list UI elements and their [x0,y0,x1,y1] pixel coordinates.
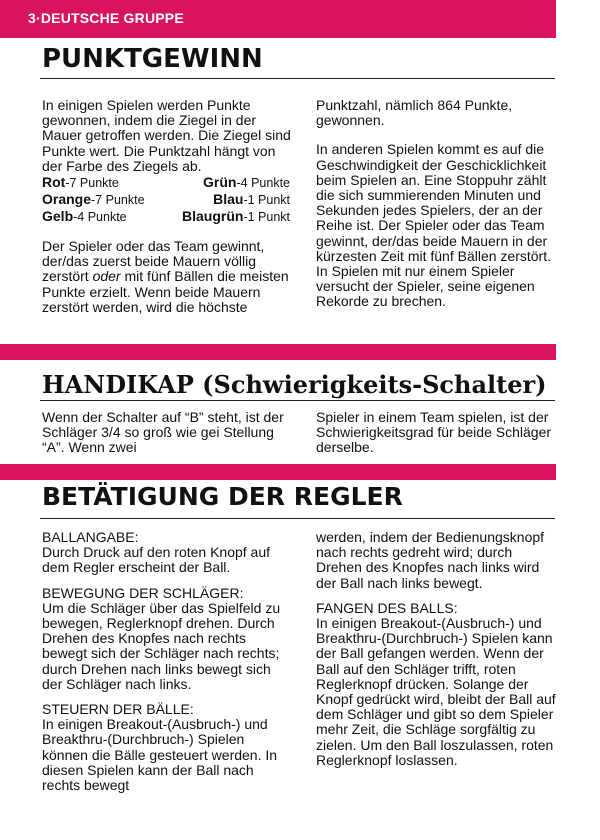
brick-color: Blau [213,191,244,208]
handikap-right-column [316,410,556,456]
paragraph: Durch Druck auf den roten Knopf auf dem Regler erscheint der Ball. [42,544,271,576]
subheading-fangen: FANGEN DES BALLS: [316,599,458,616]
paragraph [42,239,294,315]
section-heading-regler: BETÄTIGUNG DER REGLER [42,482,403,511]
brick-color: Orange [42,191,92,208]
heading-rule [40,400,555,401]
brick-points: -7 Punkte [91,193,145,208]
regler-left-column [42,530,294,793]
section-heading-handikap: HANDIKAP (Schwierigkeits-Schalter) [42,370,547,399]
brick-color: Grün [203,174,237,191]
regler-right-column [316,530,556,768]
brick-points: -4 Punkte [236,176,290,191]
paragraph: Um die Schläger über das Spielfeld zu bewegen, Reglerknopf drehen. Durch Drehen des Knopfes nach rechts bewegt sich der Schläger nach rechts; durch Drehen nach links bewegt sich der Schläger nach links. [42,599,281,692]
paragraph-text: Der Spieler oder das Team gewinnt, der/das zuerst beide Mauern völlig zerstört [42,238,265,285]
brick-points: -1 Punkt [243,210,290,225]
section-heading-punktgewinn: PUNKTGEWINN [42,44,263,74]
points-row [42,174,290,191]
heading-rule [40,518,555,519]
divider-band [0,464,556,480]
brick-points: -1 Punkt [243,193,290,208]
paragraph: In einigen Breakout-(Ausbruch-) und Breakthru-(Durchbruch-) Spielen können die Bälle gesteuert werden. In diesen Spielen kann der Ball nach rechts bewegt [42,716,278,794]
points-row [42,208,290,225]
running-title: 3·DEUTSCHE GRUPPE [28,10,184,26]
brick-points: -7 Punkte [65,176,119,191]
paragraph-text: mit fünf Bällen die meisten Punkte erzielt. Wenn beide Mauern zerstört werden, wird die höchste [42,268,289,315]
punktgewinn-right-column [316,98,556,310]
paragraph: Spieler in einem Team spielen, ist der Schwierigkeitsgrad für beide Schläger derselbe. [316,409,552,456]
points-row [42,191,290,208]
subheading-ballangabe: BALLANGABE: [42,529,139,545]
paragraph: werden, indem der Bedienungsknopf nach rechts gedreht wird; durch Drehen des Knopfes nach links wird der Ball nach links bewegt. [316,529,545,591]
brick-color: Gelb [42,208,74,225]
paragraph: Wenn der Schalter auf “B” steht, ist der Schläger 3/4 so groß wie gei Stellung “A”. Wenn zwei [42,409,284,456]
punktgewinn-left-column [42,98,294,315]
paragraph: In einigen Spielen werden Punkte gewonnen, indem die Ziegel in der Mauer getroffen werden. Die Ziegel sind Punkte wert. Die Punktzahl hängt von der Farbe des Ziegels ab. [42,97,291,174]
paragraph: Punktzahl, nämlich 864 Punkte, gewonnen. [316,97,513,129]
divider-band [0,344,556,360]
brick-color: Rot [42,174,66,191]
points-table [42,174,294,225]
emphasis-text: oder [92,268,121,285]
brick-color: Blaugrün [181,208,244,225]
paragraph: In einigen Breakout-(Ausbruch-) und Breakthru-(Durchbruch-) Spielen kann der Ball gefangen werden. Wenn der Ball auf den Schläger trifft, roten Reglerknopf drücken. Solange der Knopf gedrückt wird, bleibt der Ball auf dem Schläger und gibt so dem Spieler mehr Zeit, die Schläge sorgfältig zu zielen. Um den Ball loszulassen, roten Reglerknopf loslassen. [316,615,556,768]
subheading-bewegung: BEWEGUNG DER SCHLÄGER: [42,584,244,601]
heading-rule [40,78,555,79]
header-band [0,0,556,38]
brick-points: -4 Punkte [73,210,127,225]
handikap-left-column [42,410,294,456]
paragraph: In anderen Spielen kommt es auf die Geschwindigkeit der Geschicklichkeit beim Spielen an. Eine Stoppuhr zählt die sich summierenden Minuten und Sekunden jedes Spielers, der an der Reihe ist. Der Spieler oder das Team gewinnt, der/das beide Mauern in der kürzesten Zeit mit fünf Bällen zerstört. In Spielen mit nur einem Spieler versucht der Spieler, seine eigenen Rekorde zu brechen. [316,141,551,310]
subheading-steuern: STEUERN DER BÄLLE: [42,701,194,718]
